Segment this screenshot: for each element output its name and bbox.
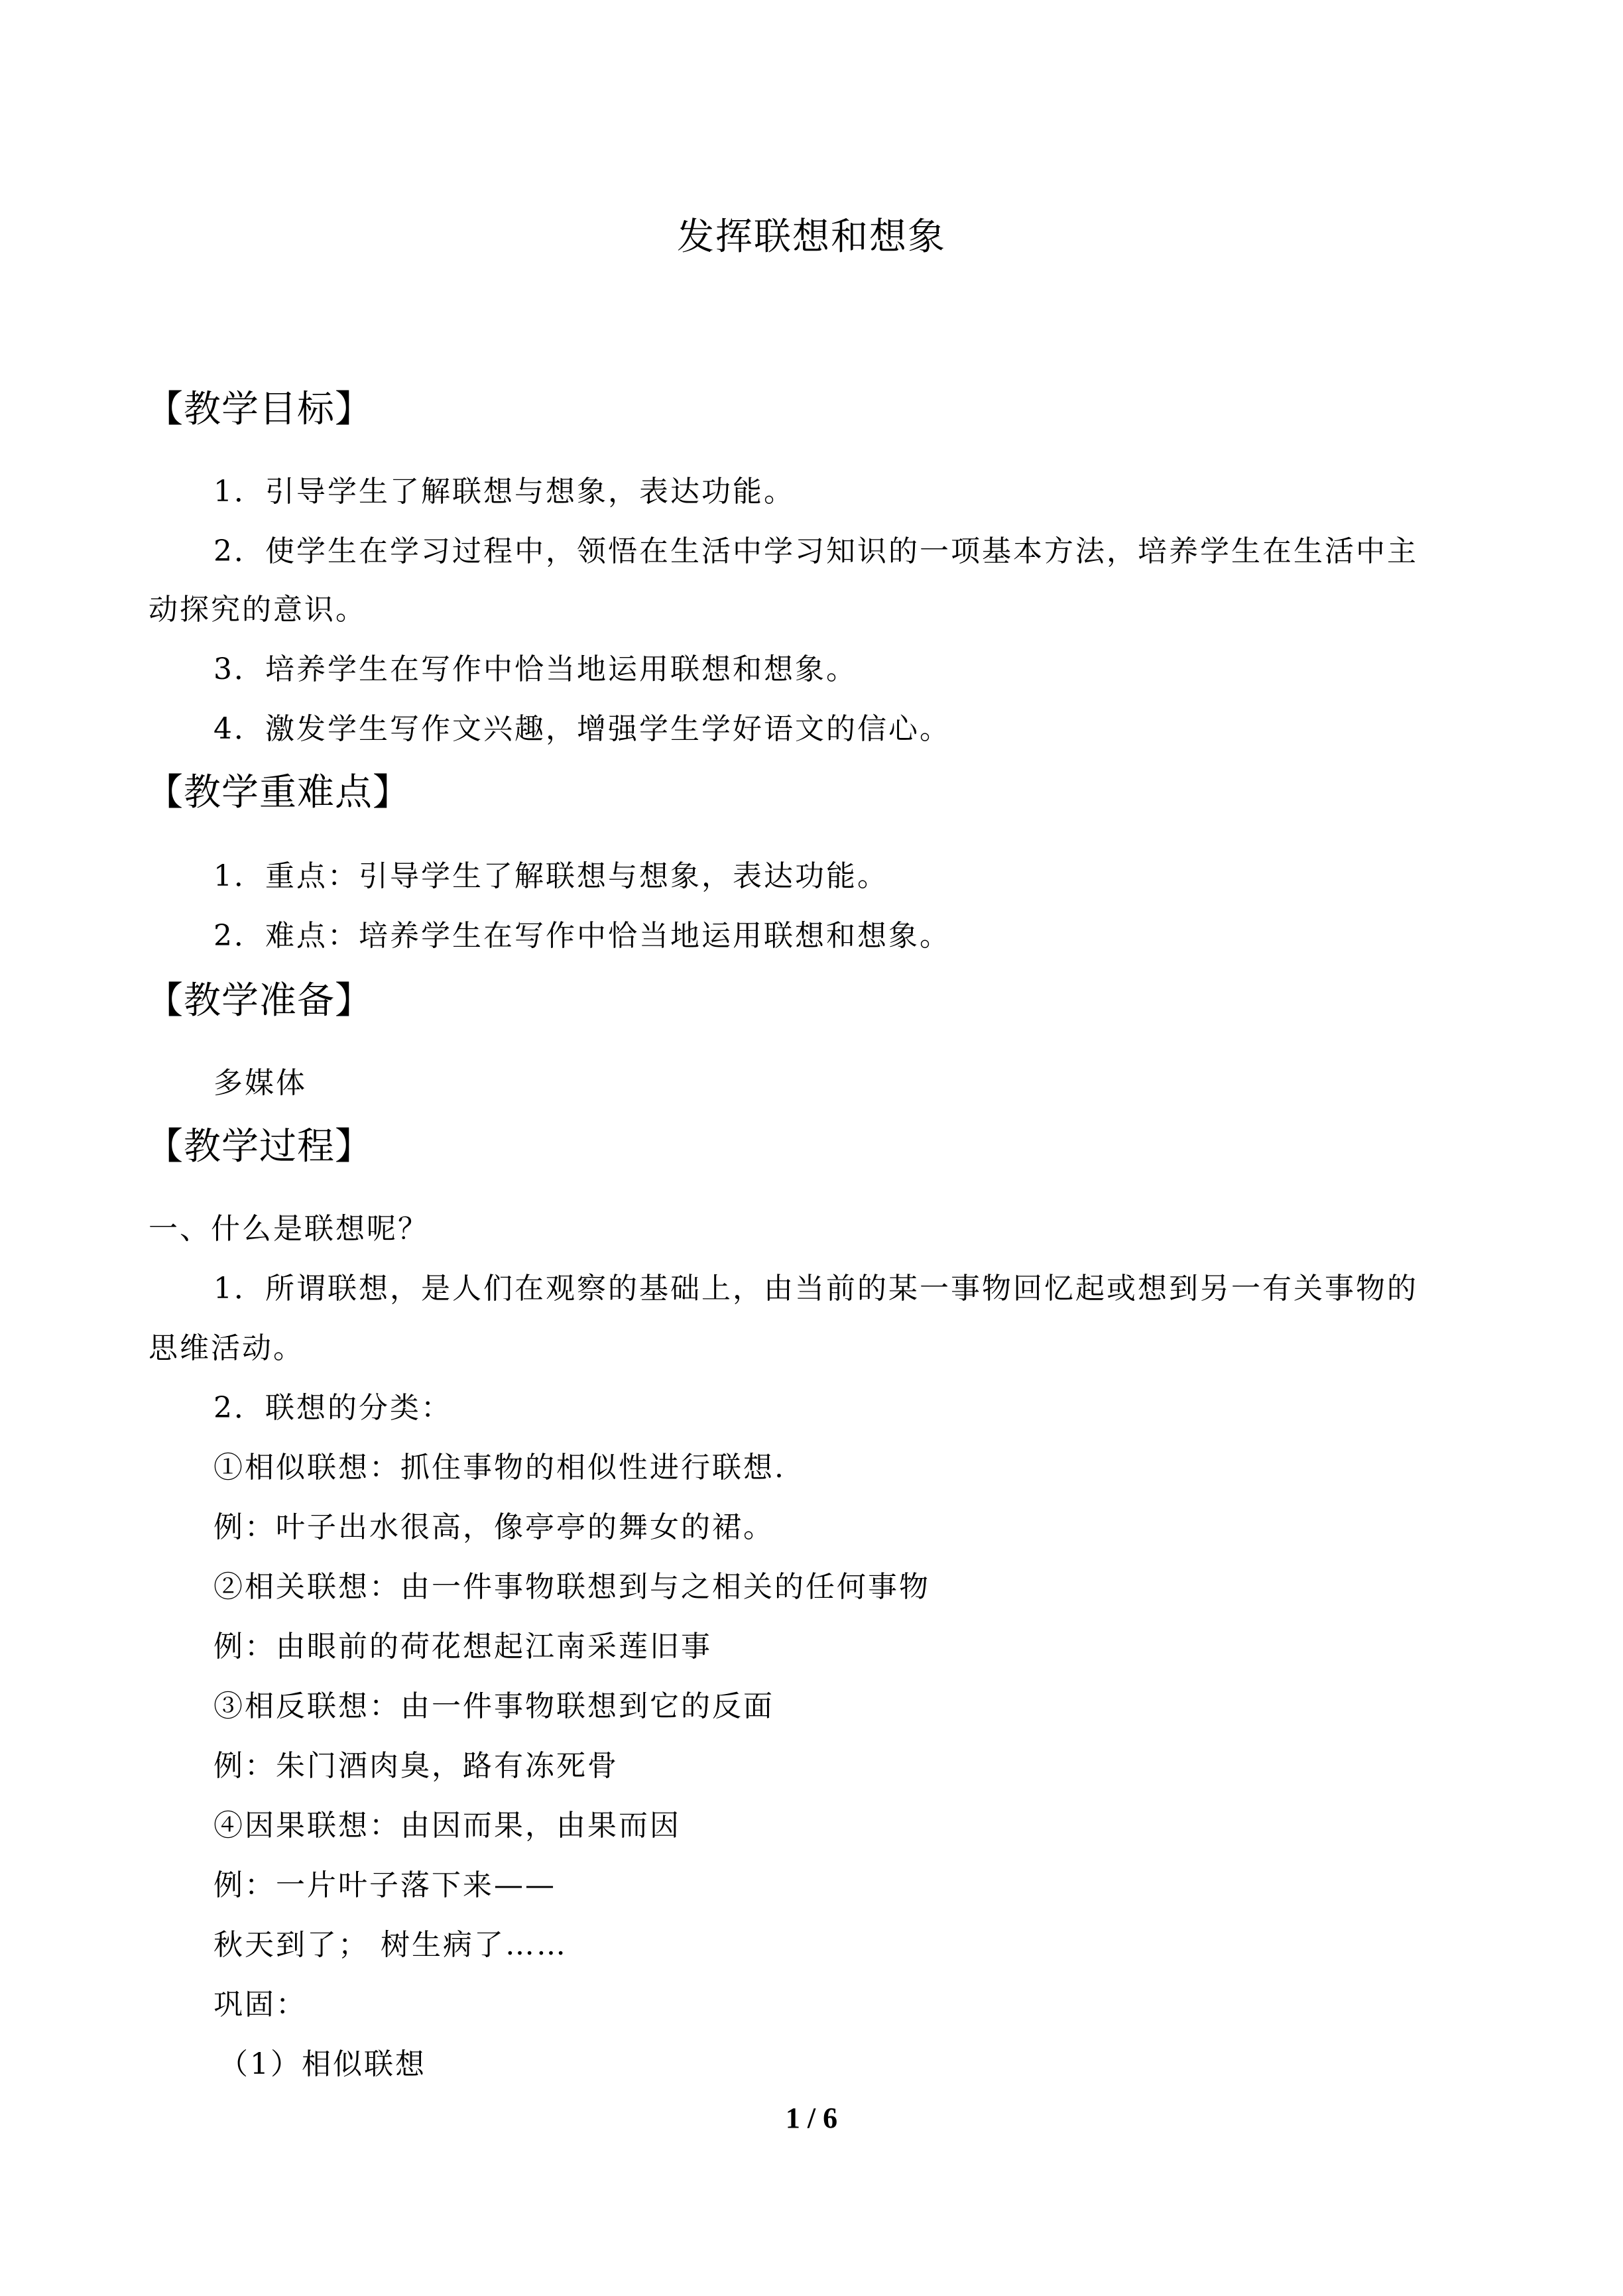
process-line-8: 例：由眼前的荷花想起江南采莲旧事 [213,1630,712,1663]
process-line-6: 例：叶子出水很高，像亭亭的舞女的裙。 [213,1510,774,1544]
objective-item-2: 2．使学生在学习过程中，领悟在生活中学习知识的一项基本方法，培养学生在生活中主 [213,534,1418,568]
key-point-item-1: 1．重点：引导学生了解联想与想象，表达功能。 [213,859,888,893]
objective-item-2-continued: 动探究的意识。 [149,593,367,627]
page-number: 1 / 6 [785,2102,838,2134]
process-line-15: （1）相似联想 [219,2047,426,2081]
process-line-1: 一、什么是联想呢？ [149,1212,429,1246]
process-line-2: 1．所谓联想，是人们在观察的基础上，由当前的某一事物回忆起或想到另一有关事物的 [213,1272,1418,1305]
process-line-14: 巩固： [213,1988,307,2022]
process-line-10: 例：朱门酒肉臭，路有冻死骨 [213,1749,619,1783]
process-line-11: ④因果联想：由因而果，由果而因 [213,1809,681,1843]
process-line-13: 秋天到了； 树生病了…… [213,1928,568,1962]
document-title: 发挥联想和想象 [677,215,946,259]
objective-item-1: 1．引导学生了解联想与想象，表达功能。 [213,475,795,509]
process-line-7: ②相关联想：由一件事物联想到与之相关的任何事物 [213,1570,930,1604]
key-point-item-2: 2．难点：培养学生在写作中恰当地运用联想和想象。 [213,919,951,953]
objective-item-3: 3．培养学生在写作中恰当地运用联想和想象。 [213,652,857,686]
process-line-3: 思维活动。 [149,1331,304,1365]
process-line-9: ③相反联想：由一件事物联想到它的反面 [213,1689,774,1723]
section-heading-process: 【教学过程】 [146,1125,373,1168]
process-line-4: 2．联想的分类： [213,1391,452,1425]
objective-item-4: 4．激发学生写作文兴趣，增强学生学好语文的信心。 [213,712,951,746]
process-line-12: 例：一片叶子落下来—— [213,1868,556,1902]
preparation-item-1: 多媒体 [213,1066,307,1100]
section-heading-objectives: 【教学目标】 [146,388,373,431]
process-line-5: ①相似联想：抓住事物的相似性进行联想. [213,1451,786,1484]
section-heading-preparation: 【教学准备】 [146,979,373,1022]
section-heading-key-points: 【教学重难点】 [146,771,410,814]
